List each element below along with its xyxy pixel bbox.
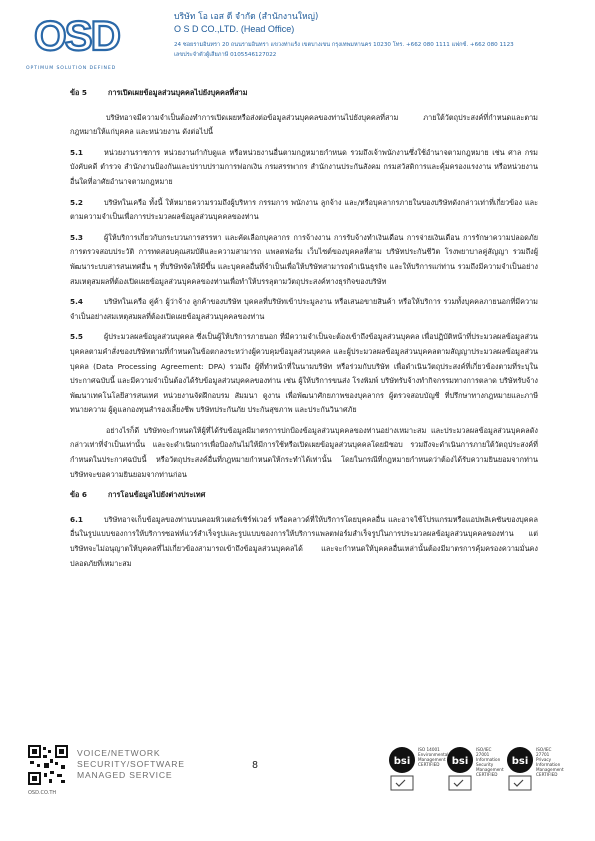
company-name-english: O S D CO.,LTD. (Head Office) <box>174 24 295 34</box>
clause-5-4: 5.4 บริษัทในเครือ คู่ค้า ผู้ว่าจ้าง ลูกค้าของบริษัท บุคคลที่บริษัทเข้าประมูลงาน หรือเสนอขายสินค้า หรือให้บริการ รวมทั้งบุคคลภายนอกที่มีความจำเป็นอย่างสมเหตุสมผลที่ต้องเปิดเผยข้อมูลส่วนบุคคลของท่าน <box>70 297 538 321</box>
document-body <box>70 86 538 577</box>
iso-27001-badge <box>446 744 502 792</box>
clause-5-1: 5.1 หน่วยงานราชการ หน่วยงานกำกับดูแล หรือหน่วยงานอื่นตามกฎหมายกำหนด รวมถึงเจ้าพนักงานซึ่งใช้อำนาจตามกฎหมาย เช่น ศาล กรมบังคับคดี ตำรวจ สำนักงานป้องกันและปราบปรามการฟอกเงิน กรมสรรพากร สำนักงานประกันสังคม กรมสวัสดิการและคุ้มครองแรงงาน หรือหน่วยงานอื่นใดที่อาศัยอำนาจตามกฎหมาย <box>70 147 538 186</box>
section-5-intro: บริษัทอาจมีความจำเป็นต้องทำการเปิดเผยหรือส่งต่อข้อมูลส่วนบุคคลของท่านไปยังบุคคลที่สาม ภายใต้วัตถุประสงค์ที่กำหนดและตามกฎหมายให้แก่บุคคล และหน่วยงาน ดังต่อไปนี้ <box>70 112 538 137</box>
section-title: การเปิดเผยข้อมูลส่วนบุคคลไปยังบุคคลที่สาม <box>108 88 248 97</box>
section-number: ข้อ 5 <box>70 88 87 97</box>
svg-text:OSD: OSD <box>34 12 120 59</box>
osd-logo <box>32 10 120 59</box>
svg-text:bsi: bsi <box>451 756 469 767</box>
cert-label: ISO/IEC 27701 Privacy Information Management CERTIFIED <box>536 747 564 777</box>
svg-text:bsi: bsi <box>393 756 411 767</box>
clause-5-2: 5.2 บริษัทในเครือ ทั้งนี้ ให้หมายความรวมถึงผู้บริหาร กรรมการ พนักงาน ลูกจ้าง และ/หรือบุคลากรภายในของบริษัทดังกล่าวเท่าที่เกี่ยวข้อง และตามความจำเป็นเพื่อการประมวลผลข้อมูลส่วนบุคคลของท่าน <box>70 197 538 222</box>
footer-tagline: VOICE/NETWORK SECURITY/SOFTWARE MANAGED SERVICE <box>77 748 185 780</box>
section-number: ข้อ 6 <box>70 490 87 500</box>
section-5-heading <box>70 86 538 101</box>
company-name-thai: บริษัท โอ เอส ดี จำกัด (สำนักงานใหญ่) <box>174 12 319 22</box>
page-number: 8 <box>252 760 259 771</box>
letterhead <box>0 0 595 72</box>
clause-5-5: 5.5 ผู้ประมวลผลข้อมูลส่วนบุคคล ซึ่งเป็นผู้ให้บริการภายนอก ที่มีความจำเป็นจะต้องเข้าถึงข้อมูลส่วนบุคคล เพื่อปฏิบัติหน้าที่ประมวลผลข้อมูลส่วนบุคคลตามคำสั่งของบริษัทตามที่กำหนดในข้อตกลงระหว่างผู้ควบคุมข้อมูลส่วนบุคคล และผู้ประมวลผลข้อมูลส่วนบุคคลตามสัญญาประมวลผลข้อมูลส่วนบุคคล (Data Processing Agreement: DPA) รวมถึง ผู้ที่ทำหน้าที่ในนามบริษัท หรือร่วมกับบริษัท เพื่อดำเนินวัตถุประสงค์ที่เกี่ยวข้องตามที่ระบุในประกาศฉบับนี้ และมีความจำเป็นต้องได้รับข้อมูลส่วนบุคคลของท่าน เช่น ผู้ให้บริการขนส่ง โรงพิมพ์ บริษัทรับจ้างทำกิจกรรมทางการตลาด บริษัทรับจ้างพัฒนาเทคโนโลยีสารสนเทศ หน่วยงานจัดฝึกอบรม สัมมนา ดูงาน เพื่อพัฒนาศักยภาพของบุคลากร ผู้ตรวจสอบบัญชี ที่ปรึกษาทางกฎหมายและภาษี ทนายความ ผู้ดูแลกองทุนสำรองเลี้ยงชีพ บริษัทประกันภัย ประกันสุขภาพ และประกันวินาศภัย <box>70 332 538 415</box>
cert-label: ISO 14001 Environmental Management CERTIFIED <box>418 747 449 767</box>
section-5-closing: อย่างไรก็ดี บริษัทจะกำหนดให้ผู้ที่ได้รับข้อมูลมีมาตรการปกป้องข้อมูลส่วนบุคคลของท่านอย่างเหมาะสม และประมวลผลข้อมูลส่วนบุคคลดังกล่าวเท่าที่จำเป็นเท่านั้น และจะดำเนินการเพื่อป้องกันไม่ให้มีการใช้หรือเปิดเผยข้อมูลส่วนบุคคลโดยมิชอบ รวมถึงจะดำเนินการภายใต้วัตถุประสงค์ที่กำหนดในประกาศฉบับนี้ หรือวัตถุประสงค์อื่นที่กฎหมายกำหนดให้กระทำได้เท่านั้น โดยในกรณีที่กฎหมายกำหนดว่าต้องได้รับความยินยอมจากท่าน บริษัทจะขอความยินยอมจากท่านก่อน <box>70 425 538 479</box>
clause-5-3: 5.3 ผู้ให้บริการเกี่ยวกับกระบวนการสรรหา และคัดเลือกบุคลากร การจ้างงาน การรับจ้างทำเงินเดือน การจ่ายเงินเดือน การรักษาความปลอดภัย การตรวจสอบประวัติ การทดสอบคุณสมบัติและความสามารถ แพลตฟอร์ม เว็บไซต์ของบุคคลที่สาม บริษัทประกันชีวิต โรงพยาบาลคู่สัญญา รวมถึงผู้พัฒนาระบบสารสนเทศอื่น ๆ ที่บริษัทจัดให้มีขึ้น และบุคคลอื่นที่จำเป็นเพื่อให้บริษัทสามารถดำเนินธุรกิจ และให้บริการแก่ท่าน รวมถึงมีความจำเป็นอย่างสมเหตุสมผลที่ต้องเปิดเผยข้อมูลส่วนบุคคลของท่านเพื่อทำให้บรรลุตามวัตถุประสงค์ทางธุรกิจของบริษัท <box>70 232 538 286</box>
company-address: 24 ซอยรามอินทรา 20 ถนนรามอินทรา แขวงท่าแร้ง เขตบางเขน กรุงเทพมหานคร 10230 โทร. +662 080 1111 แฟกซ์. +662 080 1123 <box>174 42 514 48</box>
qr-code-icon <box>28 745 68 785</box>
section-6-heading <box>70 488 538 503</box>
logo-tagline: OPTIMUM SOLUTION DEFINED <box>26 66 117 71</box>
website-url: OSD.CO.TH <box>28 790 57 796</box>
cert-label: ISO/IEC 27001 Information Security Management CERTIFIED <box>476 747 504 777</box>
iso-27701-badge <box>506 744 562 792</box>
iso-14001-badge <box>388 744 449 792</box>
svg-text:bsi: bsi <box>511 756 529 767</box>
clause-6-1: 6.1 บริษัทอาจเก็บข้อมูลของท่านบนคอมพิวเตอร์เซิร์ฟเวอร์ หรือคลาวด์ที่ให้บริการโดยบุคคลอื่น และอาจใช้โปรแกรมหรือแอปพลิเคชันของบุคคลอื่นในรูปแบบของการให้บริการซอฟท์แวร์สำเร็จรูปและรูปแบบของการให้บริการแพลตฟอร์มสำเร็จรูปในการประมวลผลข้อมูลส่วนบุคคลของท่าน แต่บริษัทจะไม่อนุญาตให้บุคคลที่ไม่เกี่ยวข้องสามารถเข้าถึงข้อมูลส่วนบุคคลได้ และจะกำหนดให้บุคคลอื่นเหล่านั้นต้องมีมาตรการคุ้มครองความมั่นคงปลอดภัยที่เหมาะสม <box>70 514 538 568</box>
section-title: การโอนข้อมูลไปยังต่างประเทศ <box>108 490 206 500</box>
tax-id: เลขประจำตัวผู้เสียภาษี 0105546127022 <box>174 52 277 58</box>
